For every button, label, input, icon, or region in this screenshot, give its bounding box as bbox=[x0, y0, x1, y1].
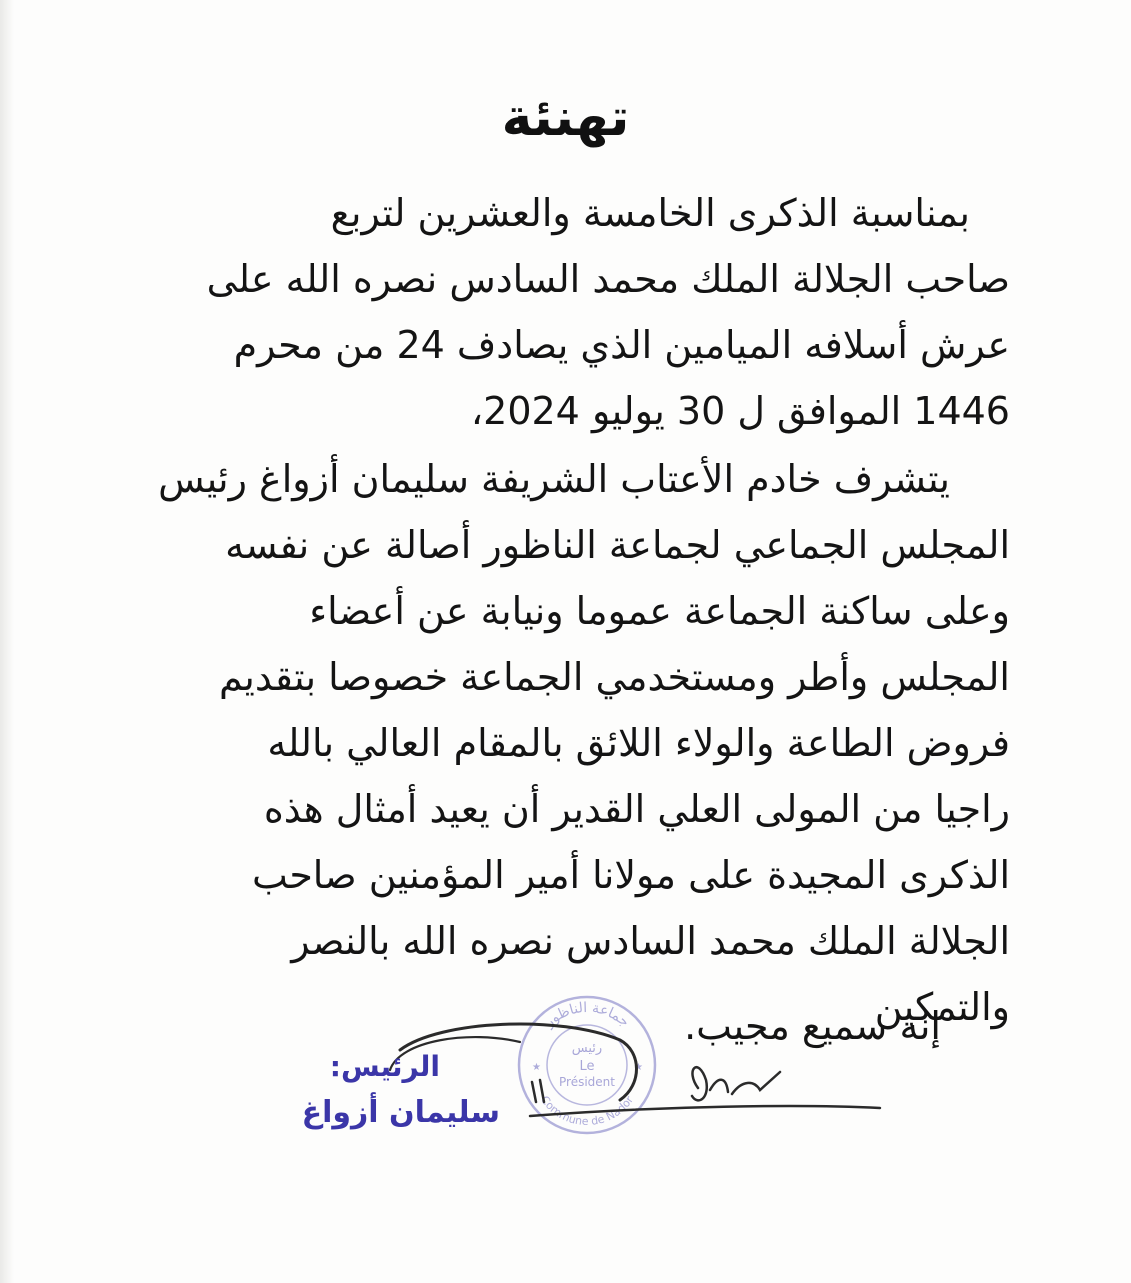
text-line: عرش أسلافه الميامين الذي يصادف 24 من محرم bbox=[233, 323, 1010, 367]
signatory-name: سليمان أزواغ bbox=[301, 1095, 500, 1130]
text-line: الذكرى المجيدة على مولانا أمير المؤمنين صاحب bbox=[252, 853, 1010, 897]
svg-text:Le: Le bbox=[579, 1059, 595, 1074]
text-line: صاحب الجلالة الملك محمد السادس نصره الله على bbox=[206, 257, 1010, 301]
paragraph-congratulation bbox=[120, 446, 1010, 1040]
page-edge-shadow bbox=[0, 0, 14, 1283]
text-line: والتمكين bbox=[874, 985, 1010, 1029]
signatory-role: الرئيس: bbox=[329, 1050, 440, 1083]
svg-text:Commune de Nador: Commune de Nador bbox=[537, 1093, 637, 1129]
text-line: فروض الطاعة والولاء اللائق بالمقام العالي بالله bbox=[267, 721, 1010, 765]
svg-text:جماعة الناظور: جماعة الناظور bbox=[541, 999, 633, 1031]
text-line: بمناسبة الذكرى الخامسة والعشرين لتربع bbox=[330, 191, 970, 235]
letter-title: تهنئة bbox=[501, 88, 630, 148]
svg-text:رئيس: رئيس bbox=[571, 1041, 603, 1056]
paragraph-occasion bbox=[130, 180, 1010, 444]
svg-text:★: ★ bbox=[634, 1062, 643, 1073]
text-line: الجلالة الملك محمد السادس نصره الله بالنصر bbox=[291, 919, 1010, 963]
closing-phrase: إنه سميع مجيب. bbox=[684, 1004, 941, 1048]
text-line: وعلى ساكنة الجماعة عموما ونيابة عن أعضاء bbox=[309, 589, 1010, 633]
svg-text:★: ★ bbox=[532, 1062, 541, 1073]
text-line: 1446 الموافق ل 30 يوليو 2024، bbox=[470, 389, 1010, 433]
svg-text:Président: Président bbox=[559, 1075, 615, 1089]
text-line: يتشرف خادم الأعتاب الشريفة سليمان أزواغ رئيس bbox=[158, 457, 950, 501]
text-line: المجلس الجماعي لجماعة الناظور أصالة عن نفسه bbox=[225, 523, 1010, 567]
text-line: راجيا من المولى العلي القدير أن يعيد أمثال هذه bbox=[263, 787, 1010, 831]
text-line: المجلس وأطر ومستخدمي الجماعة خصوصا بتقديم bbox=[218, 655, 1010, 699]
